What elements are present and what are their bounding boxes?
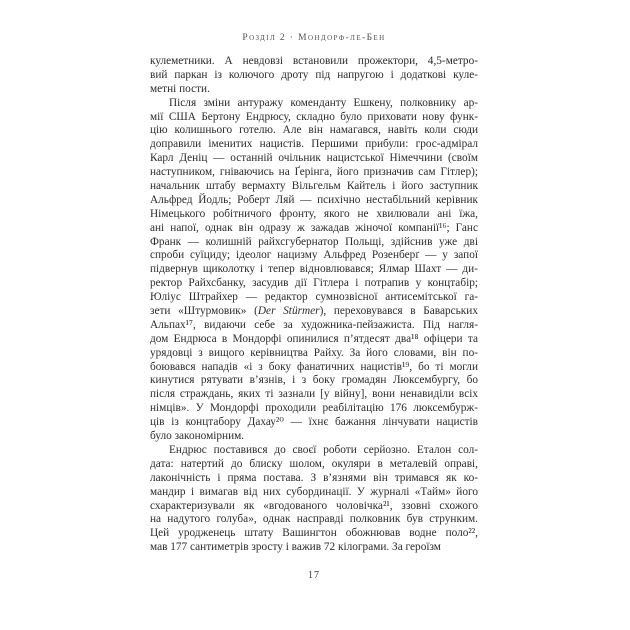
text-line: мав 177 сантиметрів зросту і важив 72 кілограми. За героїзм bbox=[150, 541, 441, 554]
text-line: начальник штабу вермахту Вільгельм Кайтель і його заступник bbox=[150, 180, 478, 193]
text-line: Ендрюс поставився до своєї роботи серйозно. Еталон сол- bbox=[169, 443, 478, 456]
text-line: підвернув щиколотку і тепер відновлювався; Ялмар Шахт — ди- bbox=[150, 263, 478, 276]
text-line: спроби суїциду; ідеолог нацизму Альфред Розенберґ — у запої bbox=[150, 249, 478, 262]
text-line: вий паркан із колючого дроту під напругою і додаткові куле- bbox=[150, 68, 478, 81]
text-line: схарактеризували як «вгодованого чоловічка²¹, ззовні схожого bbox=[150, 499, 478, 512]
text-line: дата: натертий до блиску шолом, окуляри в металевій оправі, bbox=[150, 457, 478, 470]
text-line: Альпах¹⁷, видаючи себе за художника-пейзажиста. Під нагля- bbox=[150, 318, 478, 331]
text-line: цію колишнього готелю. Але він намагався, навіть коли сюди bbox=[150, 124, 478, 137]
running-header: Розділ 2 · Мондорф-ле-Бен bbox=[242, 33, 386, 43]
paragraph bbox=[150, 444, 478, 555]
text-line: метні пости. bbox=[150, 82, 210, 95]
paragraph bbox=[150, 55, 478, 97]
text-line: Карл Деніц — останній очільник нацистської Німеччини (своїм bbox=[150, 152, 478, 165]
text-line: Цей уродженець штату Вашингтон обожнював водне поло²², bbox=[150, 527, 478, 540]
text-line: Франк — колишній райхсгубернатор Польщі, здійснив уже дві bbox=[150, 235, 478, 248]
text-line: Німецького робітничого фронту, якого не хвилювали ані їжа, bbox=[150, 207, 478, 220]
text-line: ані напої, однак він одразу ж зажадав жіночої компанії¹⁶; Ганс bbox=[150, 221, 478, 234]
text-line: ців із концтабору Дахау²⁰ — їхнє бажання лінчувати нацистів bbox=[150, 416, 478, 429]
text-line: кулеметники. А невдовзі встановили прожектори, 4,5-метро- bbox=[150, 55, 478, 67]
body-text bbox=[150, 55, 478, 555]
text-line: боювався нападів «і з боку фанатичних нацистів¹⁹, бо ті могли bbox=[150, 360, 478, 373]
text-line: ректор Райхсбанку, засудив дії Гітлера і потрапив у концтабір; bbox=[150, 277, 478, 290]
text-line: кинутися рятувати в’язнів, і з боку громадян Люксембургу, бо bbox=[150, 374, 478, 387]
text-line: наступником, гніваючись на Ґерінга, його призначив сам Гітлер); bbox=[150, 166, 478, 179]
text-line: мії США Бертону Ендрюсу, складно було приховати нову функ- bbox=[150, 110, 478, 123]
text-line: було закономірним. bbox=[150, 430, 245, 443]
text-line: зети «Штурмовик» (Der Stürmer), переховувався в Баварських bbox=[150, 305, 478, 318]
text-line: Альфред Йодль; Роберт Ляй — психічно нестабільний керівник bbox=[150, 193, 478, 206]
text-line: дом Ендрюса в Мондорфі опинилися п’ятдесят два¹⁸ офіцери та bbox=[150, 332, 478, 345]
text-line: на надутого голуба», однак насправді полковник був струнким. bbox=[150, 513, 478, 526]
text-line: лаконічність і пряма постава. З в’язнями він тримався як ко- bbox=[150, 471, 478, 484]
italic-text: Der Stürmer bbox=[257, 305, 320, 318]
paragraph bbox=[150, 97, 478, 444]
text-line: урядовці з вищого керівництва Райху. За його словами, він по- bbox=[150, 346, 478, 359]
text-line: доправили іменитих нацистів. Першими прибули: грос-адмірал bbox=[150, 138, 478, 151]
text-line: мандир і вимагав від них субординації. У журналі «Тайм» його bbox=[150, 485, 478, 498]
text-line: німців». У Мондорфі проходили реабілітацію 176 люксембурж- bbox=[150, 402, 478, 415]
text-line: після страждань, яких ті зазнали [у війну], вони ненавиділи всіх bbox=[150, 388, 478, 401]
text-line: Юліус Штрайхер — редактор сумнозвісної антисемітської га- bbox=[150, 291, 478, 304]
text-line: Після зміни антуражу коменданту Ешкену, полковнику ар- bbox=[169, 96, 478, 109]
page-number: 17 bbox=[308, 570, 320, 581]
